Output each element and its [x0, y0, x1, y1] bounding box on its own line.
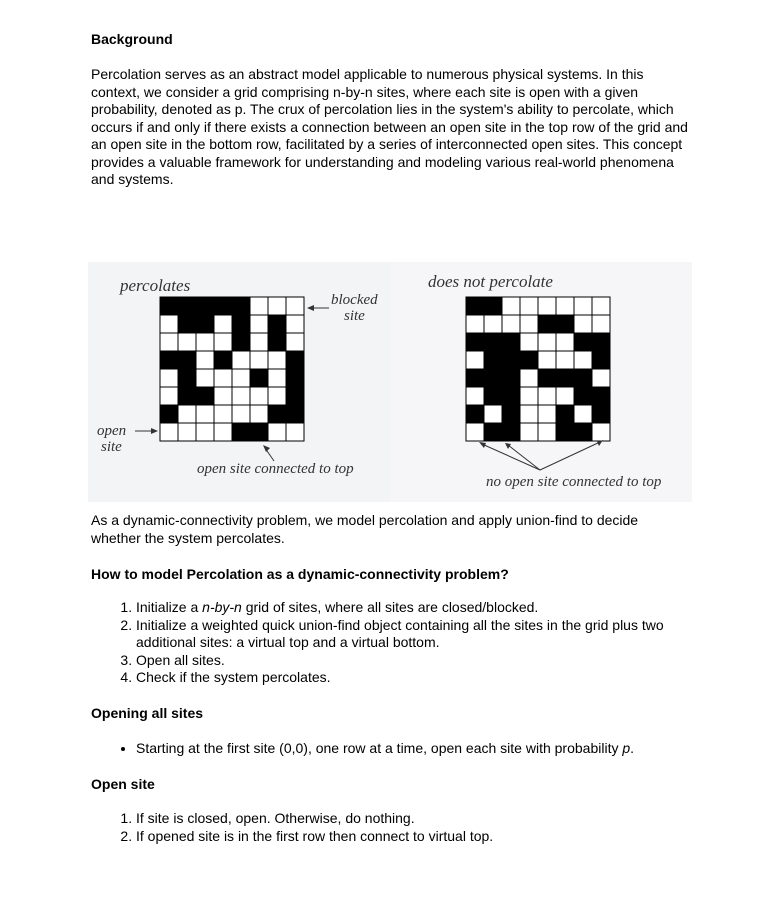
site-label: site	[344, 308, 365, 324]
blocked-cell	[286, 351, 304, 369]
open-cell	[160, 423, 178, 441]
open-cell	[502, 297, 520, 315]
open-cell	[250, 315, 268, 333]
open-cell	[178, 423, 196, 441]
blocked-cell	[466, 297, 484, 315]
model-step-1: 1. Initialize a n-by-n grid of sites, where all sites are closed/blocked.	[136, 599, 691, 617]
open-cell	[502, 315, 520, 333]
blocked-cell	[538, 369, 556, 387]
blocked-cell	[520, 351, 538, 369]
open-site-heading: Open site	[91, 776, 155, 792]
blocked-cell	[250, 369, 268, 387]
background-paragraph: Percolation serves as an abstract model applicable to numerous physical systems. In this context, we consider a grid comprising n-by-n sites, where each site is open with a given probability, denoted as p. The crux of percolation lies in the system's ability to percolate, which occurs if and only if there exists a connection between an open site in the top row of the grid and an open site in the bottom row, facilitated by a series of interconnected open sites. This concept provides a valuable framework for understanding and modeling various real-world phenomena and systems.	[91, 66, 688, 187]
open-cell	[286, 423, 304, 441]
blocked-cell	[178, 387, 196, 405]
intro-paragraph: As a dynamic-connectivity problem, we model percolation and apply union-find to decide whether the system percolates.	[91, 512, 639, 546]
open-cell	[556, 297, 574, 315]
blocked-cell	[232, 297, 250, 315]
open-cell	[556, 387, 574, 405]
open-cell	[232, 387, 250, 405]
open-cell	[268, 369, 286, 387]
open-cell	[250, 351, 268, 369]
open-cell	[520, 405, 538, 423]
open-cell	[520, 387, 538, 405]
blocked-label: blocked	[331, 292, 378, 308]
blocked-cell	[178, 297, 196, 315]
open-cell	[520, 297, 538, 315]
grid-percolates	[160, 297, 304, 441]
blocked-cell	[502, 333, 520, 351]
open-cell	[250, 405, 268, 423]
blocked-cell	[502, 405, 520, 423]
open-site-step-1: 1. If site is closed, open. Otherwise, do nothing.	[136, 810, 691, 828]
blocked-cell	[178, 315, 196, 333]
not-connected-label: no open site connected to top	[486, 474, 662, 490]
percolation-figure	[88, 262, 692, 502]
open-cell	[214, 315, 232, 333]
open-cell	[214, 387, 232, 405]
model-step-2: 2. Initialize a weighted quick union-find object containing all the sites in the grid plus two additional sites: a virtual top and a virtual bottom.	[136, 617, 691, 652]
blocked-cell	[538, 315, 556, 333]
blocked-cell	[556, 369, 574, 387]
blocked-cell	[160, 297, 178, 315]
open-cell	[556, 333, 574, 351]
blocked-cell	[574, 423, 592, 441]
blocked-cell	[232, 315, 250, 333]
blocked-cell	[502, 387, 520, 405]
open-cell	[538, 387, 556, 405]
open-cell	[574, 315, 592, 333]
open-cell	[196, 351, 214, 369]
open-cell	[160, 387, 178, 405]
blocked-cell	[574, 387, 592, 405]
open-cell	[250, 297, 268, 315]
blocked-cell	[250, 423, 268, 441]
open-cell	[466, 351, 484, 369]
open-cell	[178, 405, 196, 423]
open-cell	[520, 315, 538, 333]
open-cell	[268, 423, 286, 441]
open-cell	[466, 423, 484, 441]
blocked-cell	[466, 333, 484, 351]
does-not-percolate-title: does not percolate	[428, 272, 553, 291]
blocked-cell	[502, 423, 520, 441]
open-cell	[232, 405, 250, 423]
grid-does-not-percolate	[466, 297, 610, 441]
blocked-cell	[502, 351, 520, 369]
blocked-cell	[232, 423, 250, 441]
blocked-cell	[286, 405, 304, 423]
blocked-cell	[484, 387, 502, 405]
blocked-cell	[178, 369, 196, 387]
blocked-cell	[574, 333, 592, 351]
open-cell	[592, 315, 610, 333]
open-cell	[196, 333, 214, 351]
blocked-cell	[484, 423, 502, 441]
open-cell	[214, 369, 232, 387]
connected-label: open site connected to top	[197, 461, 354, 477]
blocked-cell	[286, 369, 304, 387]
blocked-cell	[592, 405, 610, 423]
blocked-cell	[232, 333, 250, 351]
open-cell	[538, 333, 556, 351]
opening-bullet: • Starting at the first site (0,0), one row at a time, open each site with probability p.	[136, 740, 691, 758]
open-cell	[484, 405, 502, 423]
open-cell	[574, 351, 592, 369]
open-cell	[286, 315, 304, 333]
open-cell	[466, 315, 484, 333]
open-cell	[484, 315, 502, 333]
open-cell	[214, 333, 232, 351]
open-cell	[592, 423, 610, 441]
open-cell	[160, 315, 178, 333]
open-cell	[214, 405, 232, 423]
open-cell	[196, 369, 214, 387]
blocked-cell	[484, 369, 502, 387]
open-cell	[268, 387, 286, 405]
blocked-cell	[574, 369, 592, 387]
model-step-4: 4. Check if the system percolates.	[136, 669, 691, 687]
blocked-cell	[592, 351, 610, 369]
open-cell	[196, 405, 214, 423]
open-cell	[178, 333, 196, 351]
model-heading: How to model Percolation as a dynamic-connectivity problem?	[91, 566, 509, 582]
open-cell	[574, 405, 592, 423]
model-steps-list	[91, 599, 691, 687]
blocked-cell	[196, 387, 214, 405]
open-cell	[286, 333, 304, 351]
open-cell	[538, 297, 556, 315]
open-cell	[214, 423, 232, 441]
open-cell	[268, 297, 286, 315]
blocked-cell	[556, 405, 574, 423]
blocked-cell	[268, 315, 286, 333]
open-site-step-2: 2. If opened site is in the first row then connect to virtual top.	[136, 828, 691, 846]
open-site-list	[91, 810, 691, 845]
opening-list	[91, 740, 691, 758]
blocked-cell	[592, 387, 610, 405]
blocked-cell	[556, 315, 574, 333]
open-cell	[520, 369, 538, 387]
blocked-cell	[484, 333, 502, 351]
blocked-cell	[484, 297, 502, 315]
blocked-cell	[160, 405, 178, 423]
open-cell	[520, 423, 538, 441]
open-cell	[592, 369, 610, 387]
open-cell	[520, 333, 538, 351]
percolates-title: percolates	[120, 276, 191, 295]
blocked-cell	[556, 423, 574, 441]
blocked-cell	[214, 297, 232, 315]
opening-heading: Opening all sites	[91, 705, 204, 721]
open-cell	[538, 423, 556, 441]
open-cell	[538, 405, 556, 423]
open-cell	[538, 351, 556, 369]
blocked-cell	[466, 405, 484, 423]
blocked-cell	[466, 369, 484, 387]
open-cell	[574, 297, 592, 315]
open-cell	[268, 351, 286, 369]
open-cell	[232, 351, 250, 369]
blocked-cell	[214, 351, 232, 369]
blocked-cell	[502, 369, 520, 387]
open-cell	[466, 387, 484, 405]
open-cell	[160, 369, 178, 387]
blocked-cell	[196, 297, 214, 315]
blocked-cell	[196, 315, 214, 333]
blocked-cell	[592, 333, 610, 351]
model-step-3: 3. Open all sites.	[136, 652, 691, 670]
blocked-cell	[268, 405, 286, 423]
open-cell	[160, 333, 178, 351]
blocked-cell	[268, 333, 286, 351]
blocked-cell	[286, 387, 304, 405]
open-cell	[232, 369, 250, 387]
open-cell	[196, 423, 214, 441]
open-cell	[250, 333, 268, 351]
open-cell	[556, 351, 574, 369]
blocked-cell	[178, 351, 196, 369]
open-site-label: site	[101, 439, 122, 455]
open-cell	[592, 297, 610, 315]
open-label: open	[97, 423, 127, 439]
open-cell	[250, 387, 268, 405]
open-cell	[286, 297, 304, 315]
background-heading: Background	[91, 31, 173, 47]
blocked-cell	[484, 351, 502, 369]
blocked-cell	[160, 351, 178, 369]
